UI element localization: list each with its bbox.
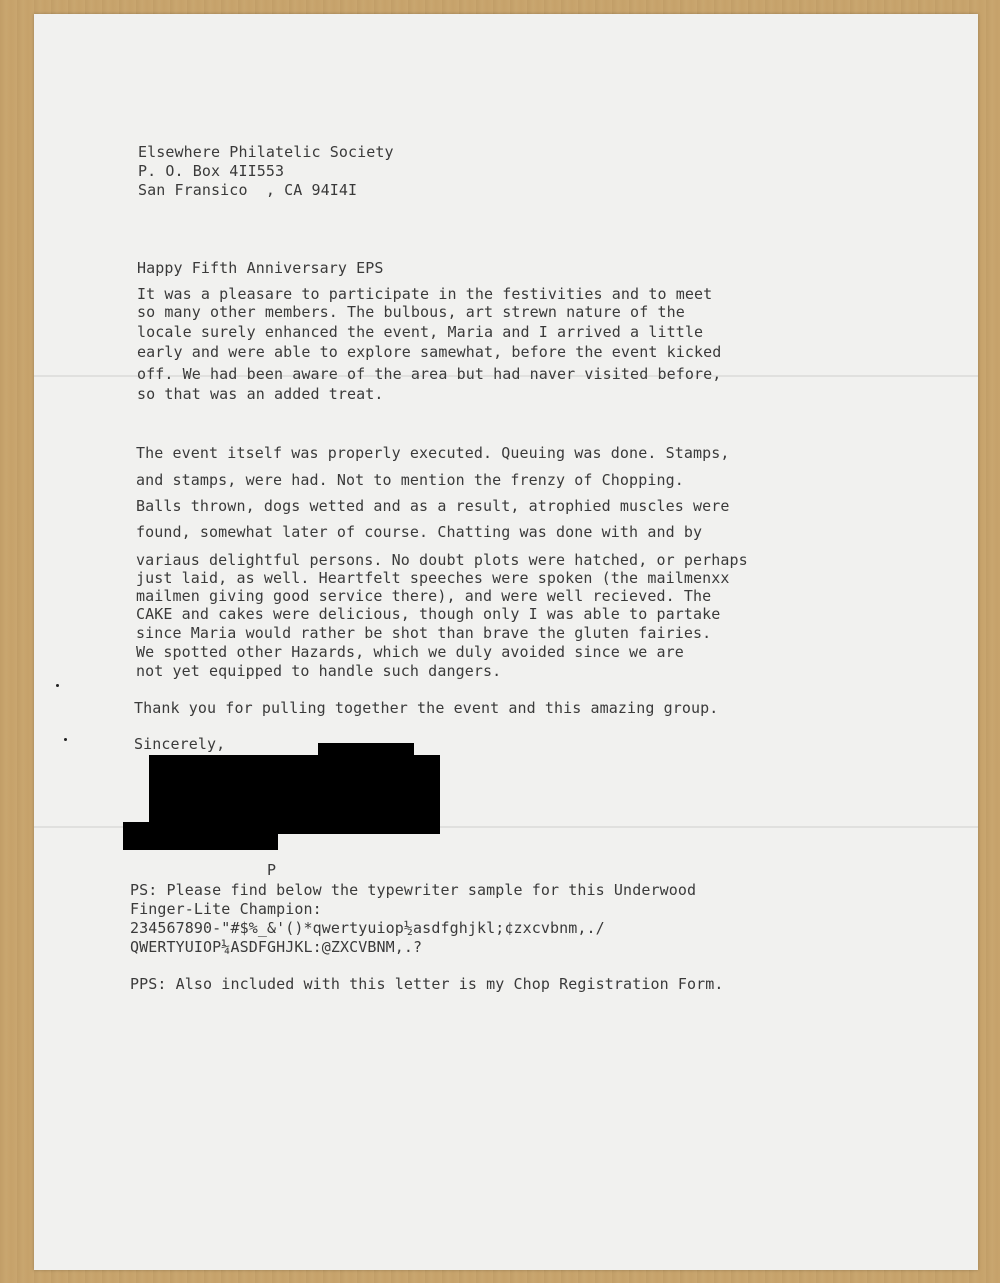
ps-line: Finger-Lite Champion: xyxy=(130,900,322,918)
paragraph-2-line: mailmen giving good service there), and were well recieved. The xyxy=(136,587,712,605)
paragraph-2-line: variaus delightful persons. No doubt plots were hatched, or perhaps xyxy=(136,551,748,569)
paragraph-1-line: It was a pleasare to participate in the festivities and to meet xyxy=(137,285,713,303)
pps-line: PPS: Also included with this letter is my Chop Registration Form. xyxy=(130,975,724,993)
ps-line: QWERTYUIOP¼ASDFGHJKL:@ZXCVBNM,.? xyxy=(130,938,423,956)
paragraph-2-line: Balls thrown, dogs wetted and as a result, atrophied muscles were xyxy=(136,497,730,515)
greeting: Happy Fifth Anniversary EPS xyxy=(137,259,384,277)
address-line-1: Elsewhere Philatelic Society xyxy=(138,143,394,161)
ink-speck xyxy=(64,738,67,741)
paragraph-1-line: so many other members. The bulbous, art strewn nature of the xyxy=(137,303,685,321)
paragraph-2-line: and stamps, were had. Not to mention the frenzy of Chopping. xyxy=(136,471,684,489)
paragraph-2-line: since Maria would rather be shot than brave the gluten fairies. xyxy=(136,624,712,642)
paragraph-1-line: off. We had been aware of the area but had naver visited before, xyxy=(137,365,722,383)
ps-line: PS: Please find below the typewriter sample for this Underwood xyxy=(130,881,697,899)
paragraph-2-line: We spotted other Hazards, which we duly avoided since we are xyxy=(136,643,684,661)
thanks-line: Thank you for pulling together the event and this amazing group. xyxy=(134,699,719,717)
ink-speck xyxy=(56,684,59,687)
closing: Sincerely, xyxy=(134,735,226,753)
redaction-block xyxy=(123,822,278,850)
stray-letter: P xyxy=(267,861,277,879)
paragraph-2-line: The event itself was properly executed. Queuing was done. Stamps, xyxy=(136,444,730,462)
paragraph-1-line: so that was an added treat. xyxy=(137,385,384,403)
ps-line: 234567890-"#$%_&'()*qwertyuiop½asdfghjkl;¢zxcvbnm,./ xyxy=(130,919,605,937)
letter-paper xyxy=(34,14,978,1270)
address-line-2: P. O. Box 4II553 xyxy=(138,162,285,180)
paragraph-1-line: early and were able to explore samewhat, before the event kicked xyxy=(137,343,722,361)
paragraph-1-line: locale surely enhanced the event, Maria and I arrived a little xyxy=(137,323,704,341)
address-line-3: San Fransico , CA 94I4I xyxy=(138,181,358,199)
paragraph-2-line: found, somewhat later of course. Chatting was done with and by xyxy=(136,523,703,541)
paragraph-2-line: just laid, as well. Heartfelt speeches were spoken (the mailmenxx xyxy=(136,569,730,587)
paragraph-2-line: CAKE and cakes were delicious, though only I was able to partake xyxy=(136,605,721,623)
paragraph-2-line: not yet equipped to handle such dangers. xyxy=(136,662,502,680)
